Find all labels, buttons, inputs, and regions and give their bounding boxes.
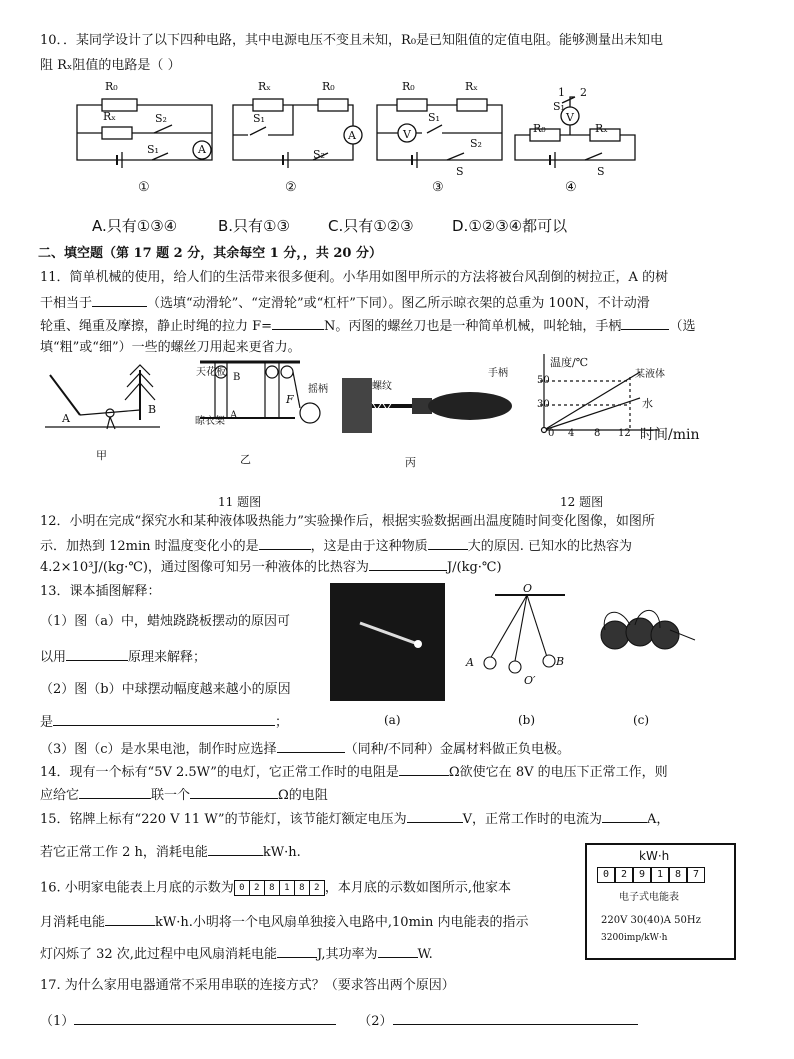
q11-caption: 11 题图: [218, 495, 262, 509]
q13-p2b-end: ；: [275, 715, 289, 730]
q11-line2-a: 干相当于: [40, 296, 93, 311]
q12-blank-2[interactable]: [428, 537, 468, 550]
meter-digit: 0: [597, 867, 615, 883]
q12-caption: 12 题图: [560, 495, 604, 509]
c3-s2-label: S₂: [470, 137, 482, 150]
fig-yi-yaobing: 摇柄: [308, 384, 328, 395]
c1-r0-label: R₀: [105, 80, 118, 93]
c4-label: ④: [565, 180, 577, 195]
q10-option-d[interactable]: D.①②③④都可以: [452, 217, 568, 235]
q11-line3-b: N。丙图的螺丝刀也是一种简单机械，叫轮轴，手柄: [324, 319, 622, 334]
meter-digit: 7: [687, 867, 705, 883]
c1-label: ①: [138, 180, 150, 195]
q17-line1: 17. 为什么家用电器通常不采用串联的连接方式？（要求答出两个原因）: [40, 978, 455, 993]
meter-digit: 9: [633, 867, 651, 883]
fig-yi-label: 乙: [240, 453, 251, 466]
section-title: 二、填空题（第 17 题 2 分，其余每空 1 分，，共 20 分）: [38, 246, 382, 261]
q11-blank-2[interactable]: [272, 317, 324, 330]
q16-line2-a: 月消耗电能: [40, 915, 106, 930]
meter-spec2: 3200imp/kW·h: [601, 933, 668, 943]
c3-s1-label: S₁: [428, 111, 440, 124]
fig-bing-luowen: 螺纹: [372, 381, 392, 392]
q12-series-water: 水: [642, 397, 653, 410]
q10-option-a[interactable]: A.只有①③④: [92, 217, 178, 235]
q11-line2-b: （选填“动滑轮”、“定滑轮”或“杠杆”下同）。图乙所示晾衣架的总重为 100N，不计动滑: [147, 296, 650, 311]
q12-ytick-50: 50: [537, 375, 550, 386]
q12-blank-1[interactable]: [259, 537, 311, 550]
energy-meter: [585, 843, 736, 960]
q12-line2-b: ，这是由于这种物质: [310, 539, 428, 554]
prev-digit: 2: [250, 881, 265, 895]
c2-ammeter-label: A: [348, 129, 356, 142]
q12-xtick-8: 8: [594, 428, 601, 439]
q12-line1: 12．小明在完成“探究水和某种液体吸热能力”实验操作后，根据实验数据画出温度随时间变化图像，如图所: [40, 514, 655, 529]
q17-answer-2[interactable]: [393, 1012, 638, 1025]
q15-blank-2[interactable]: [602, 810, 647, 823]
q16-blank-1[interactable]: [105, 913, 155, 926]
q13-p2b: 是: [40, 715, 54, 730]
c1-ammeter-label: A: [198, 143, 206, 156]
q16-blank-2[interactable]: [277, 945, 317, 958]
q12-line3-a: 4.2×10³J/(kg·℃)，通过图像可知另一种液体的比热容为: [40, 560, 369, 575]
q14-blank-3[interactable]: [190, 786, 278, 799]
series-water-line: [544, 398, 640, 430]
q12-blank-3[interactable]: [369, 558, 447, 571]
q12-xtick-12: 12: [618, 428, 631, 439]
q11-blank-1[interactable]: [92, 294, 147, 307]
c3-label: ③: [432, 180, 444, 195]
c4-r0-label: R₀: [533, 122, 546, 135]
q13-b-a: A: [466, 656, 474, 669]
q13-photo-a: [330, 583, 445, 701]
c2-rx-label: Rₓ: [258, 80, 271, 93]
circuit-3: [372, 85, 522, 175]
prev-digit: 2: [314, 883, 320, 893]
q13-pendulum-b: [485, 583, 585, 683]
q10-option-c[interactable]: C.只有①②③: [328, 217, 414, 235]
q11-blank-3[interactable]: [621, 317, 669, 330]
q13-blank-3[interactable]: [277, 740, 345, 753]
fig-jia-b: B: [148, 403, 157, 416]
prev-digit: 1: [280, 881, 295, 895]
c1-rx-label: Rₓ: [103, 110, 116, 123]
c2-s2-label: S₂: [313, 148, 325, 161]
q13-p2: （2）图（b）中球摆动幅度越来越小的原因: [40, 682, 291, 697]
q10-option-b[interactable]: B.只有①③: [218, 217, 290, 235]
q12-ytick-30: 30: [537, 399, 550, 410]
q13-title: 13．课本插图解释：: [40, 584, 161, 599]
q12-xlabel: 时间/min: [640, 427, 700, 443]
c1-s2-label: S₂: [155, 112, 167, 125]
q12-line2-c: 大的原因. 已知水的比热容为: [467, 539, 632, 554]
fig-bing-shoubing: 手柄: [488, 368, 508, 379]
q13-caption-a: (a): [384, 713, 401, 727]
fig-yi-f: F: [286, 393, 294, 406]
q14-line2-a: 应给它: [40, 788, 80, 803]
fig-yi-a: A: [230, 410, 238, 421]
q17-answer-1[interactable]: [74, 1012, 336, 1025]
q15-line1-b: V，正常工作时的电流为: [462, 812, 602, 827]
c3-r0-label: R₀: [402, 80, 415, 93]
q16-line1-a: 16. 小明家电能表上月底的示数为: [40, 880, 234, 896]
q13-p3-b: （同种/不同种）金属材料做正负电极。: [344, 742, 570, 757]
q13-p1b-b: 原理来解释；: [128, 650, 207, 665]
q14-line2-c: Ω的电阻: [278, 788, 328, 803]
q14-line1-a: 14．现有一个标有“5V 2.5W”的电灯，它正常工作时的电阻是: [40, 765, 399, 780]
q14-line2-b: 联一个: [151, 788, 191, 803]
meter-digit: 8: [669, 867, 687, 883]
q15-line1-a: 15．铭牌上标有“220 V 11 W”的节能灯，该节能灯额定电压为: [40, 812, 407, 827]
prev-digit: 8: [265, 881, 280, 895]
prev-digit: 8: [295, 881, 310, 895]
q13-blank-1[interactable]: [66, 648, 128, 661]
c2-r0-label: R₀: [322, 80, 335, 93]
q16-blank-3[interactable]: [378, 945, 418, 958]
q16-line1-b: ，本月底的示数如图所示,他家本: [324, 880, 511, 896]
fig-yi-tianhuaban: 天花板: [196, 367, 226, 378]
q17-ans2-label: （2）: [358, 1014, 393, 1029]
q13-b-op: O′: [524, 674, 536, 687]
q16-line2-b: kW·h.小明将一个电风扇单独接入电路中,10min 内电能表的指示: [155, 915, 529, 930]
c4-pos1-label: 1: [558, 86, 565, 99]
q10-stem-line2: 阻 Rₓ阻值的电路是（ ）: [40, 58, 181, 73]
q12-xtick-4: 4: [568, 428, 575, 439]
q14-blank-1[interactable]: [399, 763, 449, 776]
fig-yi-liangyijia: 晾衣架: [195, 416, 225, 427]
q13-b-o: O: [523, 582, 533, 595]
q16-line3-a: 灯闪烁了 32 次,此过程中电风扇消耗电能: [40, 947, 277, 962]
fig-jia-label: 甲: [96, 449, 107, 462]
q11-line1: 11．简单机械的使用，给人们的生活带来很多便利。小华用如图甲所示的方法将被台风刮倒的树拉正，A 的树: [40, 270, 669, 285]
q14-line1-b: Ω欲使它在 8V 的电压下正常工作，则: [448, 765, 668, 780]
fig-jia-a: A: [62, 412, 70, 425]
c1-s1-label: S₁: [147, 143, 159, 156]
q13-p1b-a: 以用: [40, 650, 67, 665]
meter-digits: [597, 867, 705, 883]
c4-pos2-label: 2: [580, 86, 587, 99]
prev-digit: 0: [235, 881, 250, 895]
q16-line3-c: W.: [417, 947, 433, 962]
q17-ans1-label: （1）: [40, 1014, 75, 1029]
q16-line3-b: J,其功率为: [316, 947, 378, 962]
q13-blank-2[interactable]: [53, 713, 275, 726]
meter-name: 电子式电能表: [619, 892, 679, 903]
q15-line2-a: 若它正常工作 2 h，消耗电能: [40, 845, 208, 860]
q13-caption-c: (c): [633, 713, 650, 727]
meter-digit: 1: [651, 867, 669, 883]
q11-line4: 填“粗”或“细”）一些的螺丝刀用起来更省力。: [40, 340, 301, 355]
q13-p3-a: （3）图（c）是水果电池，制作时应选择: [40, 742, 277, 757]
fig-yi-b: B: [233, 372, 241, 383]
c3-rx-label: Rₓ: [465, 80, 478, 93]
q12-line2-a: 示．加热到 12min 时温度变化小的是: [40, 539, 259, 554]
q12-line3-b: J/(kg·℃): [446, 560, 502, 575]
fig-bing-label: 丙: [405, 456, 416, 469]
c4-s-label: S: [597, 165, 605, 178]
c2-label: ②: [285, 180, 297, 195]
meter-unit: kW·h: [639, 849, 670, 863]
q14-blank-2[interactable]: [79, 786, 151, 799]
c3-s-label: S: [456, 165, 464, 178]
c4-s1-label: S₁: [553, 100, 565, 113]
q12-series-liquid: 某液体: [635, 369, 665, 380]
q12-ylabel: 温度/℃: [550, 356, 589, 369]
c2-s1-label: S₁: [253, 112, 265, 125]
q15-blank-1[interactable]: [407, 810, 463, 823]
q13-fruit-battery-c: [590, 590, 700, 670]
q13-caption-b: (b): [518, 713, 536, 727]
q12-xtick-0: 0: [548, 428, 555, 439]
q15-line1-c: A，: [646, 812, 670, 827]
c4-voltmeter-label: V: [566, 111, 574, 124]
c4-rx-label: Rₓ: [595, 122, 608, 135]
c3-voltmeter-label: V: [403, 128, 411, 141]
q11-line3-a: 轮重、绳重及摩擦，静止时绳的拉力 F=: [40, 319, 273, 334]
q13-b-b: B: [556, 655, 565, 668]
q11-line3-c: （选: [669, 319, 696, 334]
q15-blank-3[interactable]: [208, 843, 263, 856]
fig-bing-screwdriver: [340, 370, 520, 435]
meter-spec1: 220V 30(40)A 50Hz: [601, 915, 701, 926]
circuit-1: [72, 85, 222, 175]
q16-prev-reading: [234, 880, 325, 896]
q15-line2-b: kW·h.: [262, 845, 301, 860]
meter-digit: 2: [615, 867, 633, 883]
q13-p1: （1）图（a）中，蜡烛跷跷板摆动的原因可: [40, 614, 291, 629]
q10-stem-line1: 10．．某同学设计了以下四种电路，其中电源电压不变且未知，R₀是已知阻值的定值电阻。能够测量出未知电: [40, 33, 664, 48]
